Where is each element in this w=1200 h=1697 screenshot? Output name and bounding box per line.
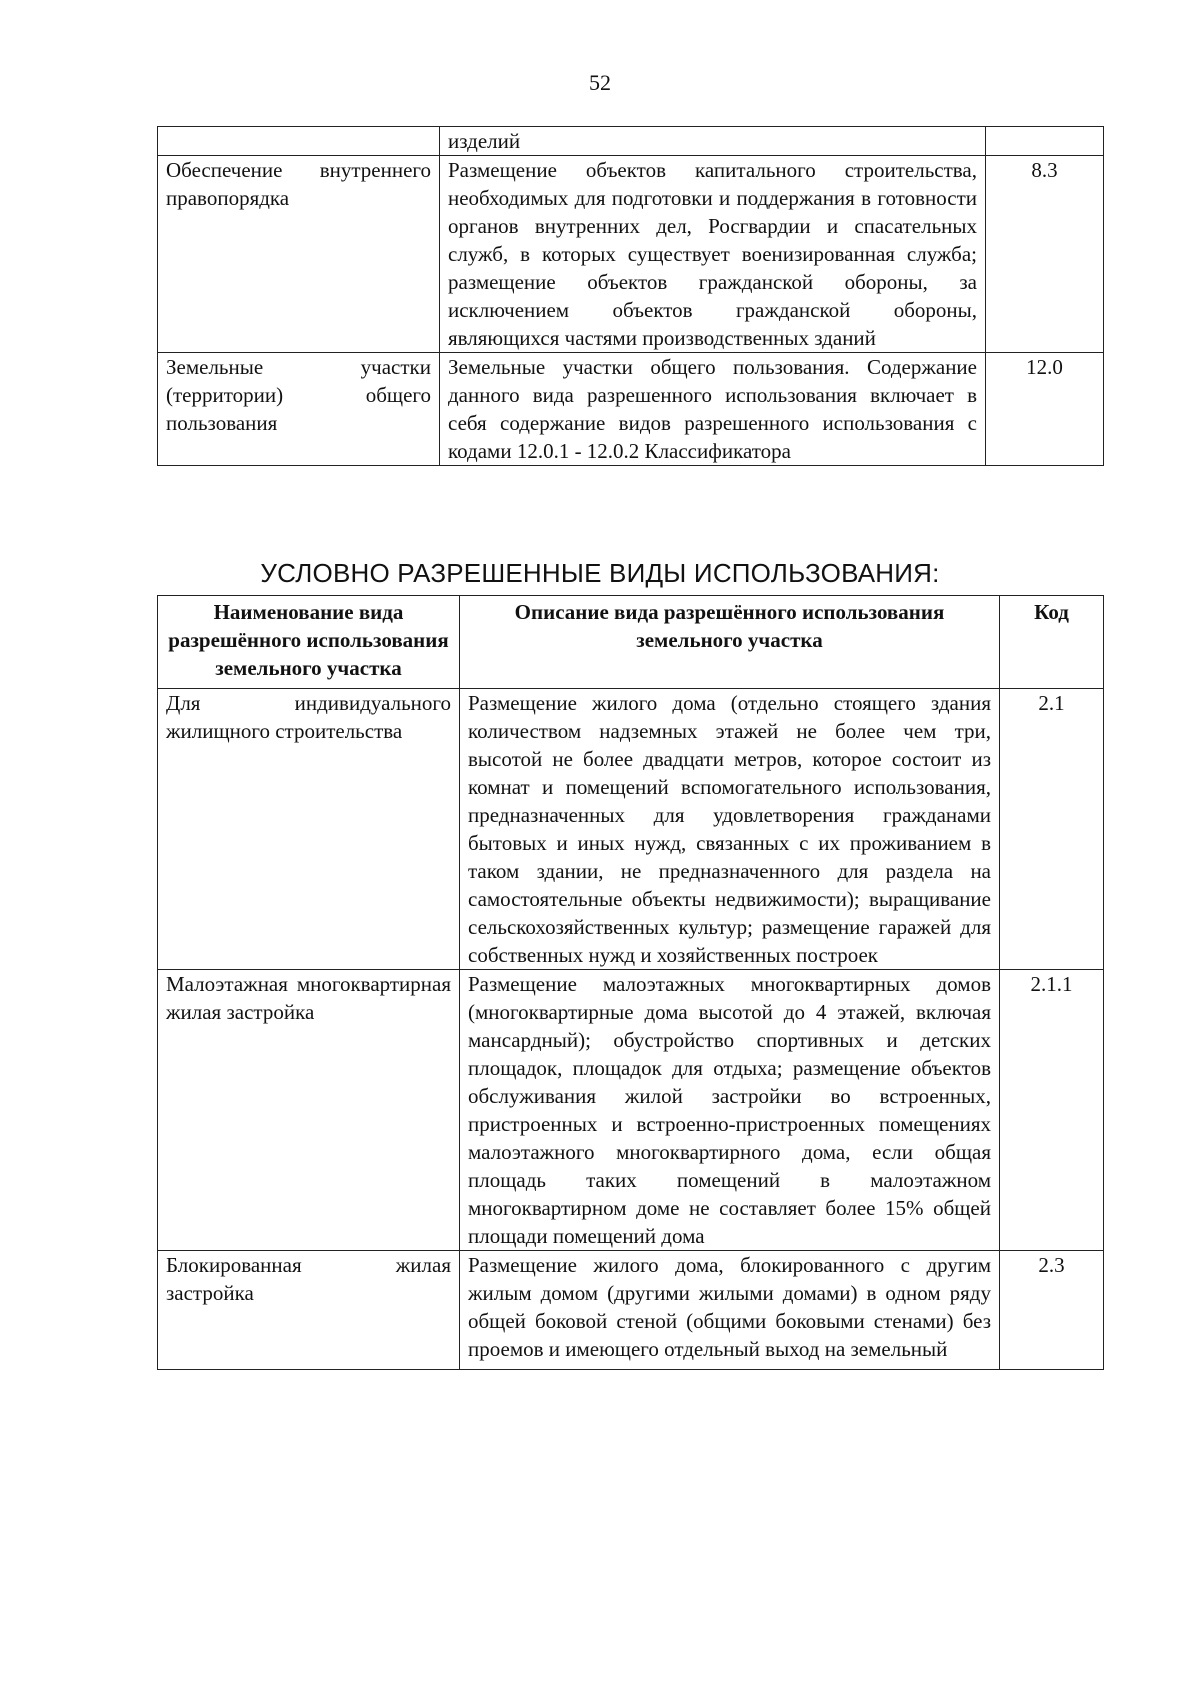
- use-code-cell: 2.3: [1000, 1251, 1104, 1370]
- table-row: [158, 156, 1104, 353]
- use-code-cell: [986, 127, 1104, 156]
- table-row: [158, 689, 1104, 970]
- table-row: [158, 970, 1104, 1251]
- use-code-cell: 2.1: [1000, 689, 1104, 970]
- header-code: Код: [1000, 596, 1104, 689]
- table-header-row: [158, 596, 1104, 689]
- use-name-cell: Земельные участки (территории) общего пользования: [158, 353, 440, 466]
- permitted-uses-table-continued: [157, 126, 1104, 466]
- use-description-cell-wrap: [460, 1251, 1000, 1370]
- use-code-cell: 2.1.1: [1000, 970, 1104, 1251]
- use-code-cell: 12.0: [986, 353, 1104, 466]
- table-row: [158, 1251, 1104, 1370]
- use-name-cell: Обеспечение внутреннего правопорядка: [158, 156, 440, 353]
- page-number: 52: [589, 70, 611, 95]
- use-name-cell: Блокированная жилая застройка: [158, 1251, 460, 1370]
- use-name-cell: [158, 127, 440, 156]
- use-description-cell: Размещение малоэтажных многоквартирных домов (многоквартирные дома высотой до 4 этажей, включая мансардный); обустройство спортивных и детских площадок, площадок для отдыха; размещение объектов обслуживания жилой застройки во встроенных, пристроенных и встроенно-пристроенных помещениях малоэтажного многоквартирного дома, если общая площадь таких помещений в малоэтажном многоквартирном доме не составляет более 15% общей площади помещений дома: [460, 970, 1000, 1251]
- use-name-cell: Для индивидуального жилищного строительства: [158, 689, 460, 970]
- use-description-cell: Размещение объектов капитального строительства, необходимых для подготовки и поддержания в готовности органов внутренних дел, Росгвардии и спасательных служб, в которых существует военизированная служба; размещение объектов гражданской обороны, за исключением объектов гражданской обороны, являющихся частями производственных зданий: [440, 156, 986, 353]
- conditionally-permitted-uses-table: [157, 595, 1104, 1370]
- use-code-cell: 8.3: [986, 156, 1104, 353]
- section-title: УСЛОВНО РАЗРЕШЕННЫЕ ВИДЫ ИСПОЛЬЗОВАНИЯ:: [260, 558, 940, 588]
- header-use-name: Наименование вида разрешённого использования земельного участка: [158, 596, 460, 689]
- use-description-cell: Размещение жилого дома (отдельно стоящего здания количеством надземных этажей не более чем три, высотой не более двадцати метров, которое состоит из комнат и помещений вспомогательного использования, предназначенных для удовлетворения гражданами бытовых и иных нужд, связанных с их проживанием в таком здании, не предназначенного для раздела на самостоятельные объекты недвижимости); выращивание сельскохозяйственных культур; размещение гаражей для собственных нужд и хозяйственных построек: [460, 689, 1000, 970]
- use-description-cell: изделий: [440, 127, 986, 156]
- table-row: [158, 127, 1104, 156]
- use-description-cell: Земельные участки общего пользования. Содержание данного вида разрешенного использования включает в себя содержание видов разрешенного использования с кодами 12.0.1 - 12.0.2 Классификатора: [440, 353, 986, 466]
- use-name-cell: Малоэтажная многоквартирная жилая застройка: [158, 970, 460, 1251]
- header-use-description: Описание вида разрешённого использования земельного участка: [460, 596, 1000, 689]
- use-description-cell: Размещение жилого дома, блокированного с другим жилым домом (другими жилыми домами) в одном ряду общей боковой стеной (общими боковыми стенами) без проемов и имеющего отдельный выход на земельный: [468, 1253, 991, 1361]
- table-row: [158, 353, 1104, 466]
